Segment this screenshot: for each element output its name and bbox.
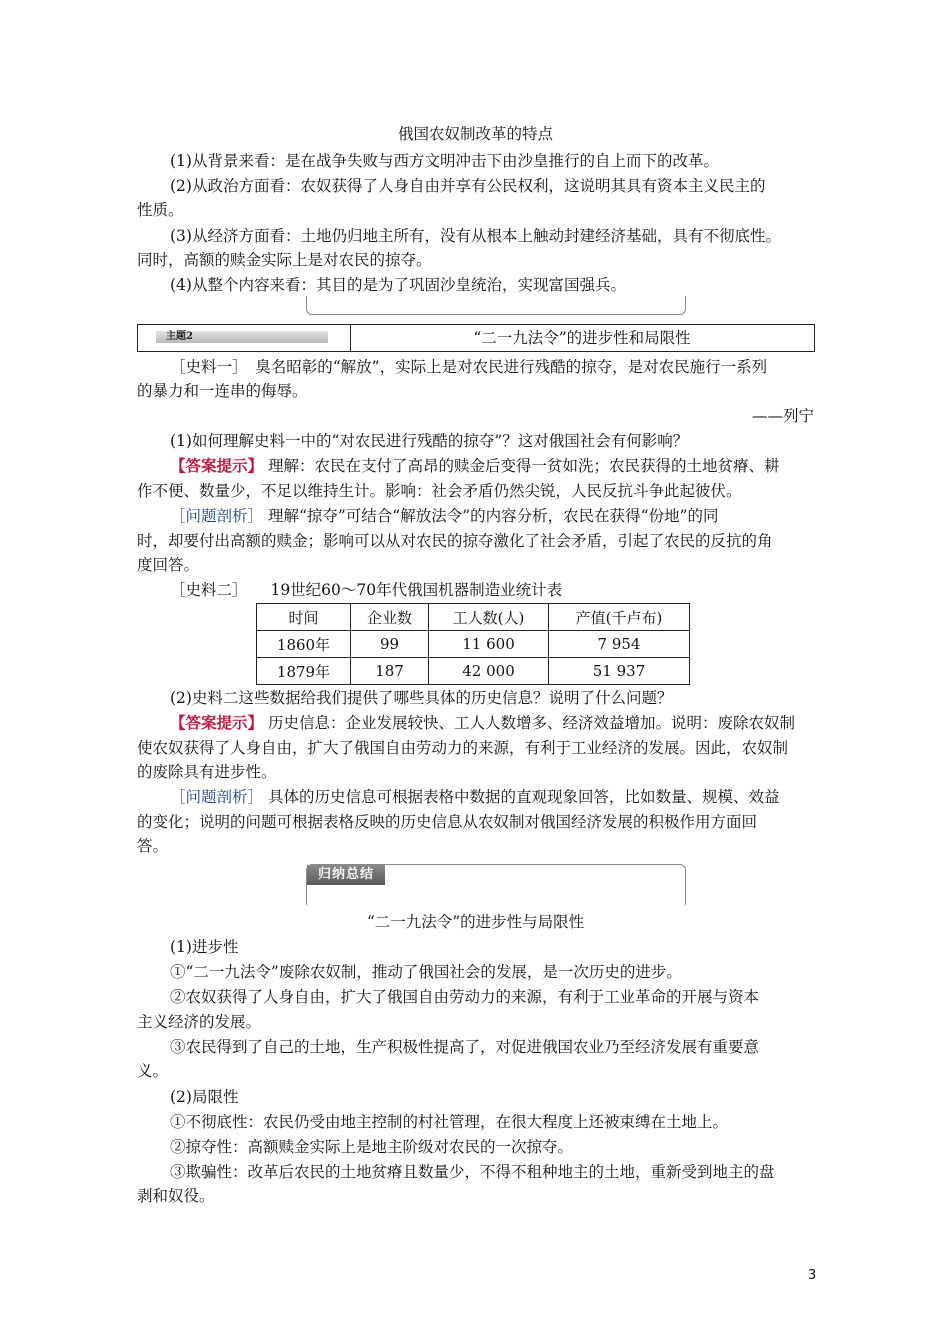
table-header-row [257,604,690,631]
table-cell: 51 937 [549,658,690,685]
summary-heading: (1)进步性 [170,938,239,956]
table-header: 产值(千卢布) [549,604,690,631]
analysis-line [170,506,719,526]
summary-item: 主义经济的发展。 [137,1013,262,1031]
table-cell: 1860年 [257,631,351,658]
table-cell: 187 [351,658,429,685]
theme-title: “二一九法令”的进步性和局限性 [473,329,691,347]
summary-item: ①不彻底性：农民仍受由地主控制的村社管理，在很大程度上还被束缚在土地上。 [170,1113,729,1131]
table-header: 时间 [257,604,351,631]
statistics-table [256,603,690,685]
analysis-text: 的变化；说明的问题可根据表格反映的历史信息从农奴制对俄国经济发展的积极作用方面回 [137,813,758,831]
summary-item: 剥和奴役。 [137,1187,215,1205]
question: (1)如何理解史料一中的“对农民进行残酷的掠夺”？这对俄国社会有何影响？ [170,432,689,450]
answer-text: 理解：农民在支付了高昂的赎金后变得一贫如洗；农民获得的土地贫瘠、耕 [267,457,780,475]
theme-label: 主题2 [166,331,193,342]
section-title: 俄国农奴制改革的特点 [397,125,553,143]
analysis-tag: ［问题剖析］ [170,507,264,525]
question: (2)史料二这些数据给我们提供了哪些具体的历史信息？说明了什么问题？ [170,689,673,707]
paragraph: 同时，高额的赎金实际上是对农民的掠夺。 [137,251,432,269]
source2-heading [170,580,562,600]
answer-tag: 【答案提示】 [170,456,264,475]
theme-header [137,324,815,352]
answer-text: 历史信息：企业发展较快、工人人数增多、经济效益增加。说明：废除农奴制 [267,714,795,732]
analysis-text: 具体的历史信息可根据表格中数据的直观现象回答，比如数量、规模、效益 [267,788,780,806]
analysis-line [170,787,779,807]
table-row [257,631,690,658]
answer-text: 使农奴获得了人身自由，扩大了俄国自由劳动力的来源，有利于工业经济的发展。因此，农奴制 [137,739,789,757]
analysis-text: 理解“掠夺”可结合“解放法令”的内容分析，农民在获得“份地”的同 [267,507,719,525]
analysis-text: 时，却要付出高额的赎金；影响可以从对农民的掠夺激化了社会矛盾，引起了农民的反抗的角 [137,532,773,550]
summary-item: 义。 [137,1062,169,1080]
summary-item: ②掠夺性：高额赎金实际上是地主阶级对农民的一次掠夺。 [170,1138,574,1156]
table-cell: 42 000 [429,658,549,685]
table-row [257,658,690,685]
answer-line [170,713,795,733]
paragraph: 性质。 [137,201,184,219]
summary-item: ③农民得到了自己的土地，生产积极性提高了，对促进俄国农业乃至经济发展有重要意 [170,1038,760,1056]
table-header: 工人数(人) [429,604,549,631]
summary-heading: (2)局限性 [170,1088,239,1106]
answer-text: 作不便、数量少，不足以维持生计。影响：社会矛盾仍然尖锐，人民反抗斗争此起彼伏。 [137,482,742,500]
source-text: ［史料一］ 臭名昭彰的“解放”，实际上是对农民进行残酷的掠夺，是对农民施行一系列 [170,358,768,376]
table-cell: 99 [351,631,429,658]
analysis-tag: ［问题剖析］ [170,788,264,806]
summary-frame [306,864,686,905]
paragraph: (2)从政治方面看：农奴获得了人身自由并享有公民权利，这说明其具有资本主义民主的 [170,177,766,195]
source-text: 的暴力和一连串的侮辱。 [137,382,308,400]
summary-item: ③欺骗性：改革后农民的土地贫瘠且数量少，不得不租种地主的土地，重新受到地主的盘 [170,1163,775,1181]
theme-label-cell [138,325,351,351]
summary-item: ②农奴获得了人身自由，扩大了俄国自由劳动力的来源，有利于工业革命的开展与资本 [170,988,760,1006]
summary-title: “二一九法令”的进步性与局限性 [366,913,585,931]
analysis-text: 答。 [137,837,169,855]
summary-item: ①“二一九法令”废除农奴制，推动了俄国社会的发展，是一次历史的进步。 [170,963,682,981]
summary-badge: 归纳总结 [307,865,385,885]
source2-label: ［史料二］ [170,581,248,599]
paragraph: (3)从经济方面看：土地仍归地主所有，没有从根本上触动封建经济基础，具有不彻底性。 [170,227,781,245]
paragraph: (1)从背景来看：是在战争失败与西方文明冲击下由沙皇推行的自上而下的改革。 [170,152,719,170]
page-number: 3 [808,1268,817,1283]
table-cell: 1879年 [257,658,351,685]
answer-line [170,456,779,476]
table-cell: 11 600 [429,631,549,658]
source-author: ——列宁 [751,407,814,425]
table-cell: 7 954 [549,631,690,658]
answer-tag: 【答案提示】 [170,713,264,732]
table-header: 企业数 [351,604,429,631]
table-title: 19世纪60～70年代俄国机器制造业统计表 [270,581,563,599]
paragraph: (4)从整个内容来看：其目的是为了巩固沙皇统治，实现富国强兵。 [170,276,626,294]
answer-text: 的废除具有进步性。 [137,763,277,781]
analysis-text: 度回答。 [137,556,200,574]
section-divider [306,296,686,315]
